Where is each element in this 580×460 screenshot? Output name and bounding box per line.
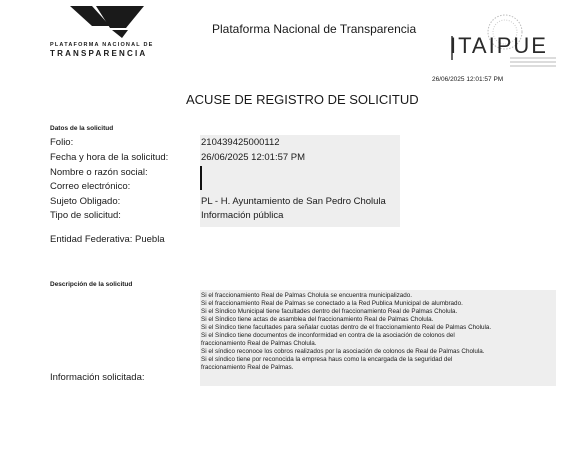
descripcion-line: Si el síndico reconoce los cobros realizados por la asociación de colonos de Real de Palmas Cholula.: [201, 348, 485, 355]
descripcion-line: Si el Síndico tiene documentos de inconformidad en contra de la asociación de colonos del: [201, 332, 455, 339]
sujeto-label: Sujeto Obligado:: [50, 196, 121, 207]
entidad-label: Entidad Federativa:: [50, 234, 133, 245]
itaipue-logo-text: ITAIPUE: [450, 33, 548, 58]
entidad-row: [50, 234, 165, 245]
correo-label: Correo electrónico:: [50, 181, 131, 192]
folio-value: 210439425000112: [201, 137, 280, 148]
stamp-datetime: 26/06/2025 12:01:57 PM: [432, 76, 504, 83]
fecha-value: 26/06/2025 12:01:57 PM: [201, 152, 306, 163]
informacion-solicitada-label: Información solicitada:: [50, 372, 145, 383]
descripcion-line: Si el fraccionamiento Real de Palmas Cholula se encuentra municipalizado.: [201, 292, 413, 299]
descripcion-line: Si el síndico tiene por reconocida la empresa haus como la encargada de la seguridad del: [201, 356, 453, 363]
tipo-value: Información pública: [201, 210, 284, 221]
fecha-label: Fecha y hora de la solicitud:: [50, 152, 169, 163]
header-title: Plataforma Nacional de Transparencia: [212, 22, 417, 36]
document-title: ACUSE DE REGISTRO DE SOLICITUD: [186, 92, 419, 107]
datos-section-title: Datos de la solicitud: [50, 125, 114, 132]
logo-line2: TRANSPARENCIA: [50, 49, 148, 58]
sujeto-value: PL - H. Ayuntamiento de San Pedro Cholula: [201, 196, 386, 207]
descripcion-section-title: Descripción de la solicitud: [50, 281, 133, 288]
folio-label: Folio:: [50, 137, 74, 148]
tipo-label: Tipo de solicitud:: [50, 210, 121, 221]
descripcion-line: fraccionamiento Real de Palmas.: [201, 364, 294, 371]
descripcion-text: [201, 292, 556, 372]
descripcion-line: Si el Síndico tiene actas de asamblea del fraccionamiento Real de Palmas Cholula.: [201, 316, 434, 323]
descripcion-line: Si el fraccionamiento Real de Palmas se conectado a la Red Publica Municipal de alumbrado.: [201, 300, 463, 307]
descripcion-line: fraccionamiento Real de Palmas Cholula.: [201, 340, 317, 347]
logo-line1: PLATAFORMA NACIONAL DE: [50, 42, 154, 48]
entidad-value: Puebla: [135, 234, 165, 245]
descripcion-line: Si el Síndico tiene facultades para señalar cuotas dentro de el fraccionamiento Real de Palmas Cholula.: [201, 324, 492, 331]
nombre-label: Nombre o razón social:: [50, 167, 148, 178]
descripcion-line: Si el Síndico Municipal tiene facultades dentro del fraccionamiento Real de Palmas Cholula.: [201, 308, 458, 315]
redaction-bar: [200, 166, 202, 190]
